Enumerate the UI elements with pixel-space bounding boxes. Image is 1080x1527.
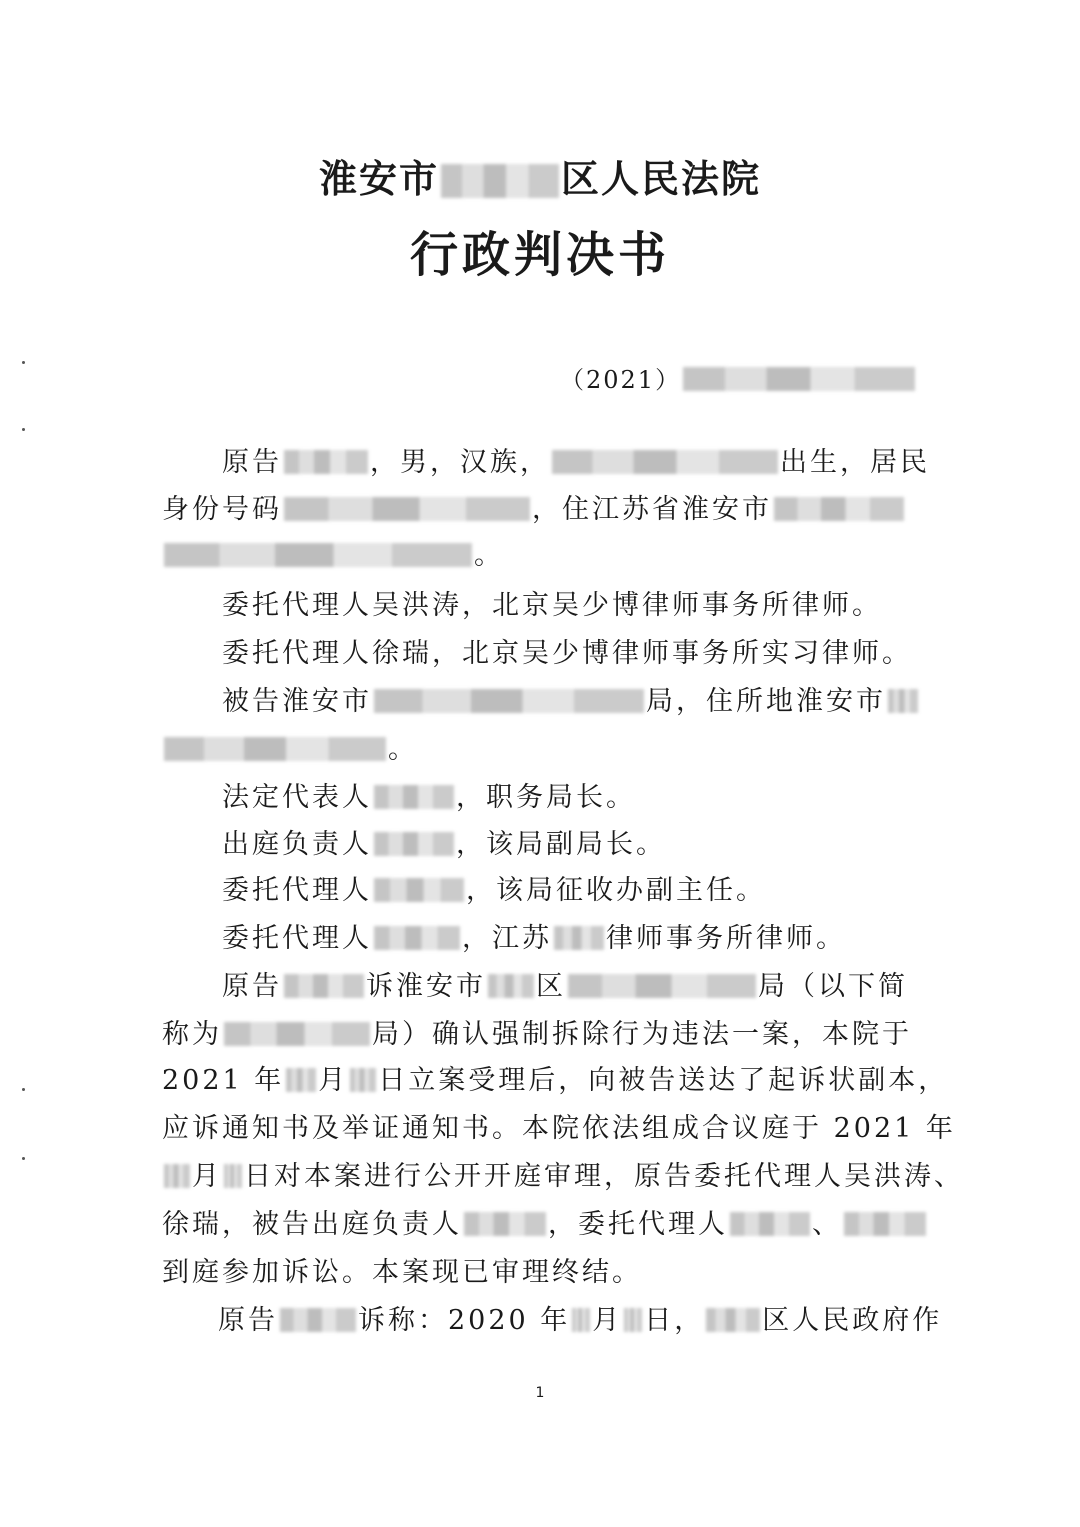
- text-run: 2021 年: [162, 1065, 285, 1096]
- text-run: 。: [474, 540, 504, 571]
- text-run: 月: [592, 1305, 623, 1336]
- redaction: [286, 1068, 316, 1092]
- redaction: [374, 689, 644, 713]
- text-run: 日立案受理后，向被告送达了起诉状副本，: [378, 1065, 949, 1096]
- text-run: 被告淮安市: [222, 686, 372, 717]
- redaction: [774, 497, 904, 521]
- case-number: （2021）: [560, 360, 917, 395]
- redaction: [464, 1212, 546, 1236]
- redaction: [224, 1164, 242, 1188]
- text-run: 原告: [222, 971, 282, 1002]
- text-run: ，男，汉族，: [370, 447, 550, 478]
- text-run: 身份号码: [162, 494, 282, 525]
- scan-speck: [22, 361, 25, 364]
- text-run: 原告: [218, 1305, 278, 1336]
- text-run: 出生，居民: [780, 447, 930, 478]
- text-run: 月: [318, 1065, 349, 1096]
- plaintiff-line-2: [162, 493, 906, 527]
- redaction: [488, 974, 534, 998]
- legal-representative: [222, 781, 636, 815]
- court-responsible-person: [222, 828, 666, 862]
- redaction: [224, 1022, 370, 1046]
- redaction: [164, 737, 386, 761]
- defendant-agent-1: [222, 874, 766, 908]
- text-run: ，职务局长。: [456, 782, 636, 813]
- redaction: [552, 450, 778, 474]
- text-run: 称为: [162, 1019, 222, 1050]
- page-number: 1: [535, 1385, 545, 1401]
- text-run: 法定代表人: [222, 782, 372, 813]
- text-run: 。: [388, 734, 418, 765]
- text-run: 委托代理人: [222, 923, 372, 954]
- text-run: 委托代理人: [222, 875, 372, 906]
- document-title: 行政判决书: [409, 227, 670, 283]
- case-paragraph-line-4: 应诉通知书及举证通知书。本院依法组成合议庭于 2021 年: [162, 1113, 956, 1144]
- defendant-line-2: [162, 733, 418, 767]
- text-run: 出庭负责人: [222, 829, 372, 860]
- scan-speck: [22, 1088, 25, 1091]
- redaction: [683, 367, 915, 391]
- text-run: 原告: [222, 447, 282, 478]
- redaction: [350, 1068, 376, 1092]
- defendant-line-1: [222, 685, 920, 719]
- case-paragraph-line-2: [162, 1018, 912, 1052]
- text-run: 、: [812, 1209, 842, 1240]
- case-paragraph-line-6: [162, 1208, 928, 1242]
- text-run: 诉淮安市: [366, 971, 486, 1002]
- text-run: 局（以下简: [758, 971, 908, 1002]
- text-run: ，委托代理人: [548, 1209, 728, 1240]
- text-run: 月: [192, 1161, 222, 1192]
- redaction: [554, 926, 604, 950]
- redaction: [441, 164, 559, 198]
- text-run: ，该局副局长。: [456, 829, 666, 860]
- redaction: [706, 1308, 760, 1332]
- redaction: [374, 926, 460, 950]
- redaction: [624, 1308, 642, 1332]
- redaction: [844, 1212, 926, 1236]
- text-run: 局）确认强制拆除行为违法一案，本院于: [372, 1019, 912, 1050]
- plaintiff-line-3: [162, 539, 504, 573]
- redaction: [284, 450, 368, 474]
- case-paragraph-line-3: [162, 1064, 948, 1098]
- redaction: [280, 1308, 356, 1332]
- text-run: 区: [536, 971, 566, 1002]
- defendant-agent-2: [222, 922, 846, 956]
- redaction: [374, 832, 454, 856]
- text-run: 徐瑞，被告出庭负责人: [162, 1209, 462, 1240]
- scan-speck: [22, 1157, 25, 1160]
- redaction: [888, 689, 918, 713]
- redaction: [284, 497, 530, 521]
- redaction: [164, 543, 472, 567]
- text-run: 日对本案进行公开开庭审理，原告委托代理人吴洪涛、: [244, 1161, 964, 1192]
- plaintiff-line-1: [222, 446, 930, 480]
- redaction: [164, 1164, 190, 1188]
- redaction: [284, 974, 364, 998]
- redaction: [572, 1308, 590, 1332]
- text-run: 区人民政府作: [762, 1305, 943, 1336]
- text-run: 律师事务所律师。: [606, 923, 846, 954]
- text-run: 局，住所地淮安市: [646, 686, 886, 717]
- plaintiff-claim-line-1: [218, 1304, 942, 1338]
- scan-speck: [22, 428, 25, 431]
- court-name: 淮安市 区人民法院: [318, 157, 762, 201]
- redaction: [568, 974, 756, 998]
- case-paragraph-line-5: [162, 1160, 964, 1194]
- redaction: [374, 785, 454, 809]
- case-paragraph-line-7: 到庭参加诉讼。本案现已审理终结。: [162, 1257, 642, 1288]
- plaintiff-agent-1: 委托代理人吴洪涛，北京吴少博律师事务所律师。: [222, 590, 882, 621]
- text-run: ，江苏: [462, 923, 552, 954]
- case-paragraph-line-1: [222, 970, 908, 1004]
- plaintiff-agent-2: 委托代理人徐瑞，北京吴少博律师事务所实习律师。: [222, 638, 912, 669]
- text-run: 诉称：2020 年: [358, 1305, 571, 1336]
- text-run: 日，: [644, 1305, 705, 1336]
- text-run: ，住江苏省淮安市: [532, 494, 772, 525]
- redaction: [374, 878, 464, 902]
- redaction: [730, 1212, 810, 1236]
- text-run: ，该局征收办副主任。: [466, 875, 766, 906]
